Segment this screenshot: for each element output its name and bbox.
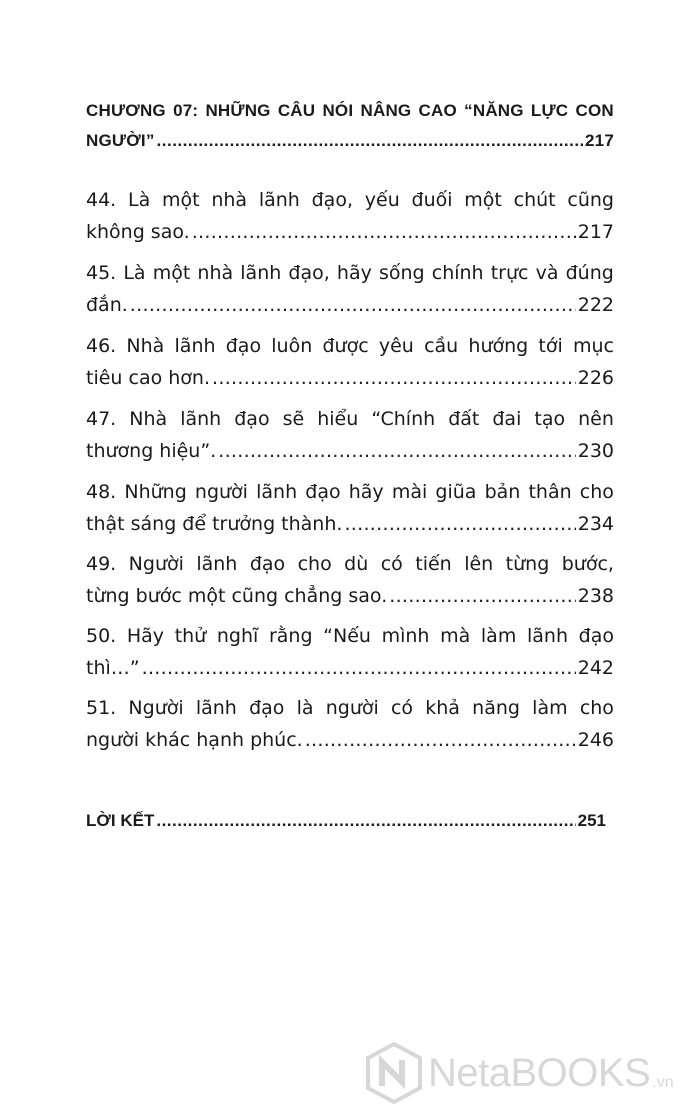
entry-word: lên <box>464 553 494 575</box>
toc-entry-50[interactable] <box>86 620 614 684</box>
entry-word: làm <box>480 625 517 647</box>
entry-word: Người <box>128 697 184 719</box>
entry-word: mục <box>572 335 614 357</box>
chapter-word: CAO <box>418 101 457 120</box>
entry-title-tail: tiêu cao hơn. <box>86 367 211 389</box>
chapter-heading <box>86 96 614 156</box>
entry-word: dù <box>344 553 369 575</box>
toc-entry-51[interactable] <box>86 692 614 756</box>
entry-word: người <box>325 697 379 719</box>
entry-word: thử <box>174 625 207 647</box>
entry-word: đạo, <box>288 262 330 284</box>
entry-title-line1 <box>86 620 614 652</box>
toc-entry-45[interactable] <box>86 257 614 321</box>
entry-title-line2 <box>86 580 614 612</box>
entry-word: 50. <box>86 625 117 647</box>
dot-leader <box>212 362 576 394</box>
toc-entry-46[interactable] <box>86 330 614 394</box>
chapter-word: NÓI <box>322 101 354 120</box>
entry-word: Người <box>128 553 184 575</box>
entry-word: được <box>322 335 369 357</box>
chapter-word: LỰC <box>530 101 569 120</box>
dot-leader <box>142 652 576 684</box>
entry-word: yếu <box>364 189 400 211</box>
entry-word: đạo <box>249 553 286 575</box>
entry-word: hướng <box>468 335 529 357</box>
entry-title-tail: từng bước một cũng chẳng sao. <box>86 585 388 607</box>
dot-leader <box>218 435 575 467</box>
entry-word: “Chính <box>371 408 436 430</box>
entry-word: sẽ <box>282 408 305 430</box>
entry-word: đạo <box>225 335 262 357</box>
entry-word: 46. <box>86 335 117 357</box>
entry-word: bước, <box>561 553 614 575</box>
entry-word: 45. <box>86 262 117 284</box>
entry-word: đạo <box>249 697 285 719</box>
entry-word: chút <box>513 189 556 211</box>
chapter-heading-line1 <box>86 96 614 126</box>
entry-word: trực <box>490 262 529 284</box>
entry-word: mài <box>391 481 428 503</box>
entry-word: lãnh <box>240 262 282 284</box>
entry-word: cho <box>297 553 332 575</box>
entry-word: hiểu <box>317 408 359 430</box>
entry-word: Là <box>127 189 151 211</box>
toc-entry-44[interactable] <box>86 184 614 248</box>
closing-page-number: 251 <box>577 811 606 830</box>
chapter-word: NHỮNG <box>205 101 271 120</box>
entry-word: đuối <box>411 189 453 211</box>
entry-word: cũng <box>567 189 614 211</box>
entry-word: có <box>390 697 414 719</box>
entry-word: lãnh <box>174 335 216 357</box>
entry-word: có <box>380 553 403 575</box>
entry-word: đất <box>448 408 480 430</box>
entry-title-line1 <box>86 184 614 216</box>
chapter-word: 07: <box>173 101 199 120</box>
closing-entry[interactable] <box>86 806 606 836</box>
entry-word: đạo <box>578 625 614 647</box>
entry-word: từng <box>505 553 550 575</box>
toc-entry-49[interactable] <box>86 548 614 612</box>
entry-word: tới <box>538 335 563 357</box>
entry-word: và <box>535 262 559 284</box>
entry-word: sống <box>378 262 425 284</box>
entry-page-number: 222 <box>577 294 614 316</box>
entry-title-line1 <box>86 403 614 435</box>
entry-word: Hãy <box>126 625 165 647</box>
entry-word: mà <box>440 625 471 647</box>
chapter-page-number: 217 <box>585 131 614 150</box>
dot-leader <box>192 216 576 248</box>
dot-leader <box>344 508 575 540</box>
chapter-heading-line2 <box>86 126 614 156</box>
chapter-word: CÂU <box>277 101 316 120</box>
entry-word: tiến <box>415 553 452 575</box>
entry-title-tail: thật sáng để trưởng thành. <box>86 513 343 535</box>
entry-word: luôn <box>271 335 313 357</box>
entry-word: thân <box>528 481 572 503</box>
dot-leader <box>389 580 575 612</box>
entry-word: cho <box>579 697 614 719</box>
entry-word: lãnh <box>526 625 568 647</box>
dot-leader <box>156 806 575 836</box>
toc-entry-47[interactable] <box>86 403 614 467</box>
entry-page-number: 238 <box>577 585 614 607</box>
toc-entry-48[interactable] <box>86 476 614 540</box>
entry-word: người <box>194 481 248 503</box>
entry-word: đai <box>492 408 522 430</box>
entry-word: Những <box>124 481 187 503</box>
watermark-brand: NetaBOOKS <box>428 1050 651 1095</box>
entry-word: lãnh <box>196 553 238 575</box>
entry-word: đạo <box>305 481 341 503</box>
entry-word: yêu <box>378 335 414 357</box>
entry-word: 49. <box>86 553 117 575</box>
entry-title-tail: thì…” <box>86 657 140 679</box>
entry-page-number: 226 <box>577 367 614 389</box>
netabooks-logo-icon <box>366 1042 422 1104</box>
entry-word: lãnh <box>195 697 237 719</box>
entry-word: lãnh <box>256 481 298 503</box>
entry-word: khả <box>425 697 460 719</box>
entry-word: làm <box>532 697 568 719</box>
entry-word: đạo <box>234 408 270 430</box>
entry-title-tail: người khác hạnh phúc. <box>86 729 303 751</box>
chapter-word: CON <box>575 101 614 120</box>
entry-word: đạo, <box>311 189 353 211</box>
chapter-word: NÂNG <box>360 101 412 120</box>
entry-word: là <box>296 697 314 719</box>
closing-title: LỜI KẾT <box>86 811 155 830</box>
entry-title-line1 <box>86 548 614 580</box>
entry-title-tail: thương hiệu”. <box>86 440 217 462</box>
entry-page-number: 230 <box>577 440 614 462</box>
entry-title-line1 <box>86 257 614 289</box>
entry-word: Nhà <box>126 335 165 357</box>
entry-word: một <box>161 189 200 211</box>
entry-title-line2 <box>86 289 614 321</box>
entry-page-number: 246 <box>577 729 614 751</box>
entry-word: “Nếu <box>323 625 371 647</box>
dot-leader <box>157 126 584 156</box>
entry-word: 44. <box>86 189 117 211</box>
entry-title-tail: đắn. <box>86 294 128 316</box>
entry-word: nhà <box>197 262 234 284</box>
chapter-word: “NĂNG <box>464 101 524 120</box>
entry-word: hãy <box>348 481 384 503</box>
entry-word: giũa <box>435 481 477 503</box>
entry-word: cầu <box>424 335 459 357</box>
entry-page-number: 234 <box>577 513 614 535</box>
entry-title-line2 <box>86 362 614 394</box>
entry-word: hãy <box>336 262 372 284</box>
dot-leader <box>130 289 576 321</box>
entry-word: một <box>152 262 191 284</box>
entry-word: lãnh <box>180 408 222 430</box>
entry-word: 47. <box>86 408 117 430</box>
entry-word: 48. <box>86 481 117 503</box>
entry-title-line1 <box>86 476 614 508</box>
dot-leader <box>305 724 576 756</box>
entry-word: nên <box>578 408 614 430</box>
entry-word: tạo <box>534 408 566 430</box>
entry-word: đúng <box>565 262 614 284</box>
entry-word: nghĩ <box>216 625 259 647</box>
entry-title-tail: không sao. <box>86 221 190 243</box>
entry-page-number: 217 <box>577 221 614 243</box>
entry-title-line2 <box>86 508 614 540</box>
chapter-word: CHƯƠNG <box>86 101 166 120</box>
entry-title-line2 <box>86 724 614 756</box>
watermark <box>366 1038 696 1108</box>
entry-word: năng <box>472 697 520 719</box>
entry-word: một <box>464 189 502 211</box>
entry-page-number: 242 <box>577 657 614 679</box>
entry-title-line2 <box>86 216 614 248</box>
entry-word: Là <box>123 262 146 284</box>
entry-title-line2 <box>86 435 614 467</box>
entry-title-line1 <box>86 330 614 362</box>
entry-word: mình <box>381 625 430 647</box>
entry-word: Nhà <box>129 408 168 430</box>
chapter-heading-tail: NGƯỜI” <box>86 131 155 150</box>
entry-word: lãnh <box>258 189 300 211</box>
entry-word: cho <box>579 481 614 503</box>
entry-title-line1 <box>86 692 614 724</box>
entry-word: bản <box>484 481 521 503</box>
entry-word: chính <box>431 262 484 284</box>
watermark-suffix: .vn <box>652 1074 674 1091</box>
entry-word: rằng <box>268 625 313 647</box>
entry-word: 51. <box>86 697 117 719</box>
entry-word: nhà <box>211 189 248 211</box>
entry-title-line2 <box>86 652 614 684</box>
